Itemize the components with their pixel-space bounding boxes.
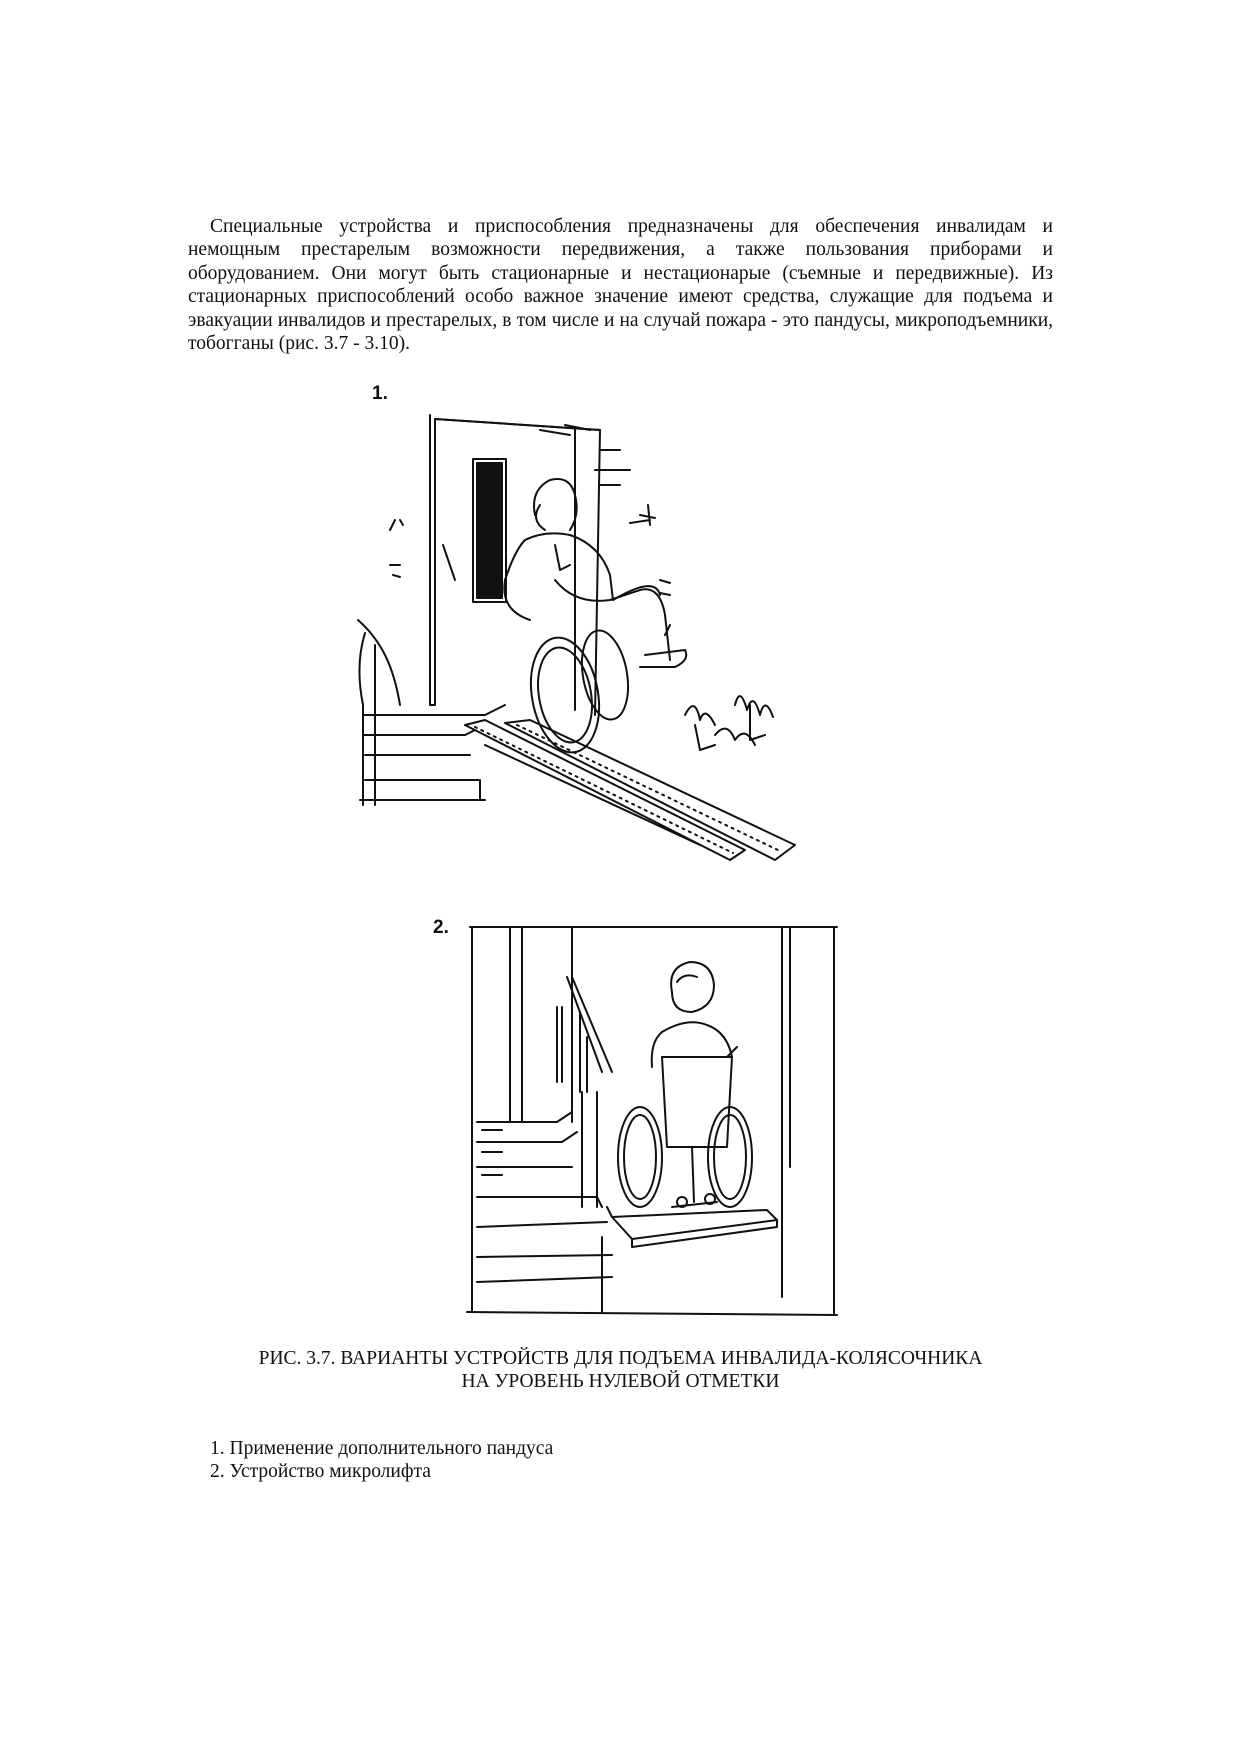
caption-line-2: НА УРОВЕНЬ НУЛЕВОЙ ОТМЕТКИ [461, 1371, 780, 1392]
legend-item-2: 2. Устройство микролифта [210, 1461, 431, 1482]
intro-paragraph: Специальные устройства и приспособления предназначены для обеспечения инвалидам и немощным престарелым возможности передвижения, а также пользования приборами и оборудованием. Они могут быть стационарные и нестационарые (съемные и передвижные). Из стационарных приспособлений особо важное значение имеют средства, служащие для подъема и эвакуации инвалидов и престарелых, в том числе и на случай пожара - это пандусы, микроподъемники, тобогганы (рис. 3.7 - 3.10). [188, 215, 1053, 354]
caption-line-1: РИС. 3.7. ВАРИАНТЫ УСТРОЙСТВ ДЛЯ ПОДЪЕМА ИНВАЛИДА-КОЛЯСОЧНИКА [258, 1348, 983, 1369]
figure-caption [188, 1347, 1053, 1393]
figure-legend [210, 1437, 553, 1483]
ramp-illustration [355, 405, 875, 885]
figure-panel-1-label: 1. [372, 383, 388, 404]
legend-item-1: 1. Применение дополнительного пандуса [210, 1438, 554, 1459]
figure-panel-2-label: 2. [433, 917, 449, 938]
microlift-illustration [462, 917, 842, 1322]
